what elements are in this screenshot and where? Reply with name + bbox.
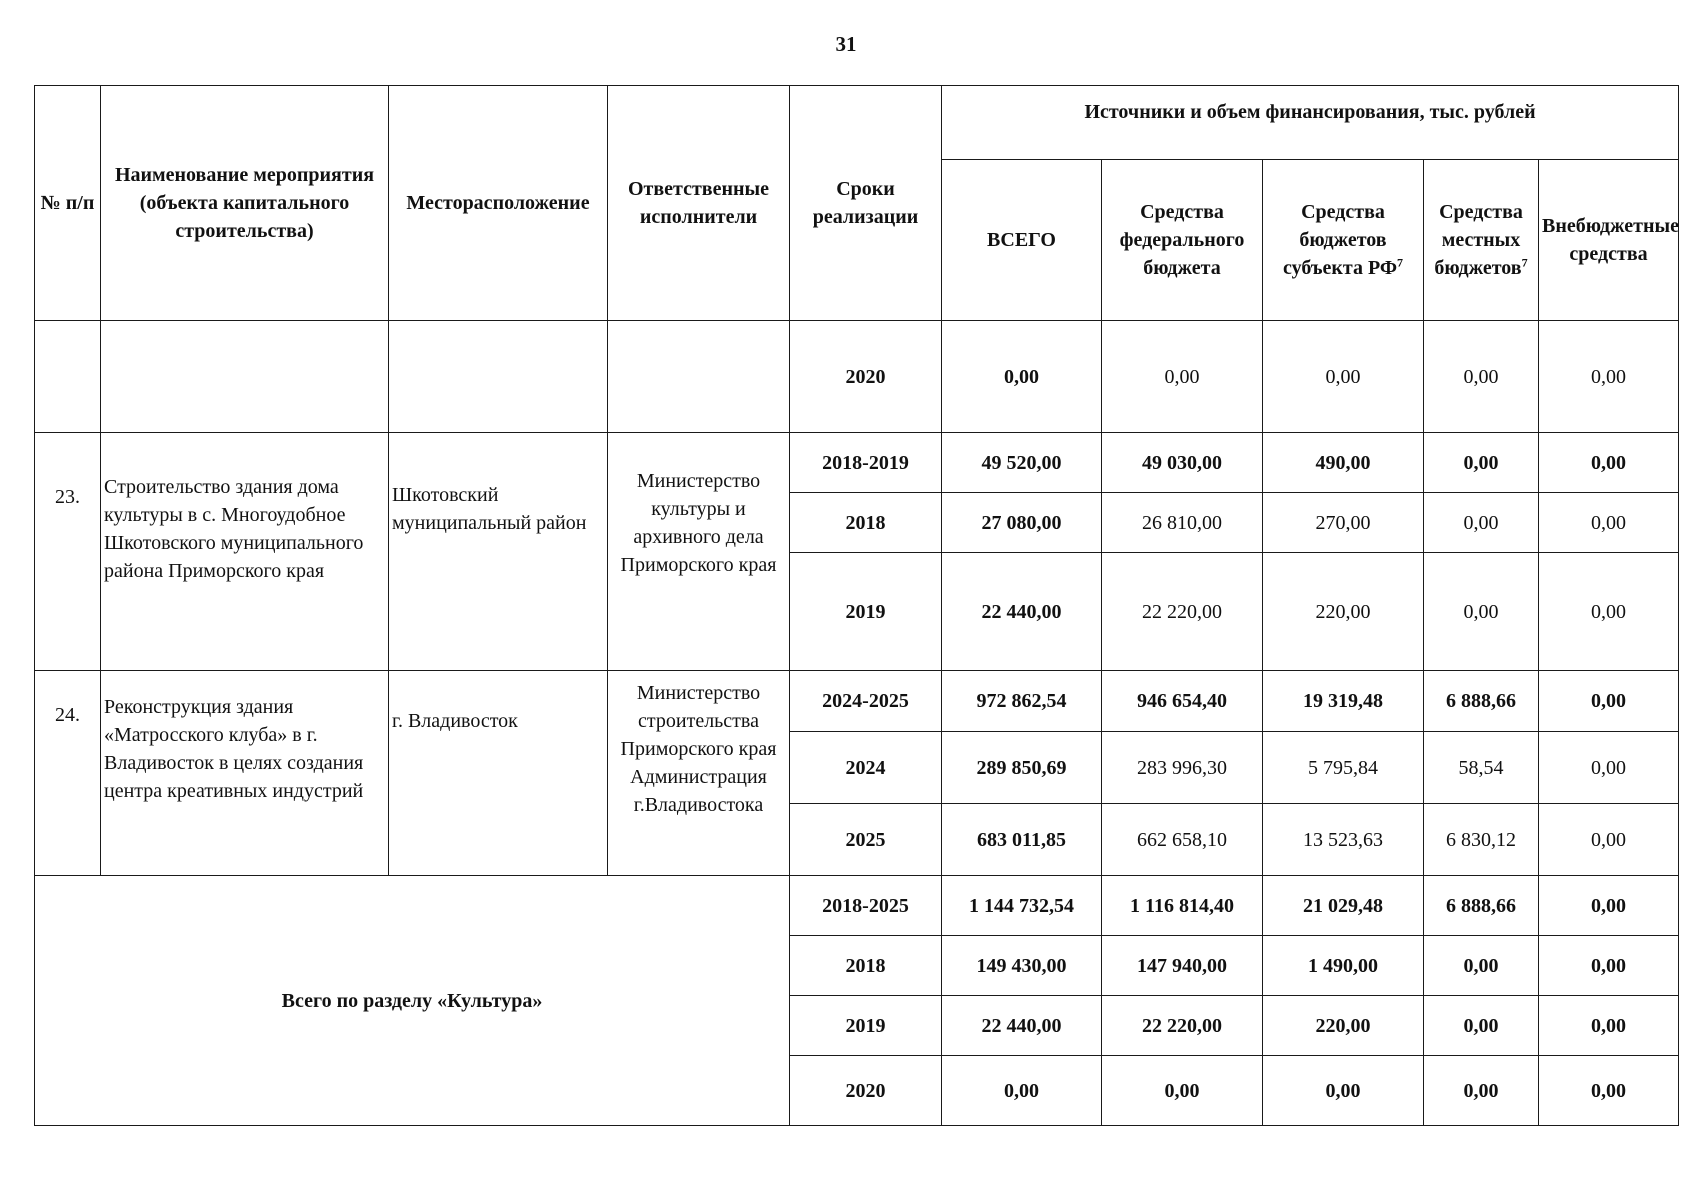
cell-extra: 0,00 [1539, 1056, 1679, 1126]
cell-local: 0,00 [1424, 433, 1539, 493]
cell-subject: 270,00 [1263, 493, 1424, 553]
cell-federal: 283 996,30 [1102, 732, 1263, 804]
cell-extra: 0,00 [1539, 804, 1679, 876]
cell-federal: 1 116 814,40 [1102, 876, 1263, 936]
cell-name: Строительство здания дома культуры в с. Многоудобное Шкотовского муниципального района Приморского края [101, 433, 389, 671]
cell-year: 2019 [790, 553, 942, 671]
cell-local: 6 830,12 [1424, 804, 1539, 876]
cell-extra: 0,00 [1539, 732, 1679, 804]
cell-total: 972 862,54 [942, 671, 1102, 732]
header-responsible: Ответственные исполнители [608, 86, 790, 321]
table-row [35, 876, 1679, 936]
header-subject-label: Средства бюджетов субъекта РФ [1282, 201, 1398, 279]
header-total: ВСЕГО [942, 160, 1102, 321]
section-total-label: Всего по разделу «Культура» [35, 876, 790, 1126]
cell-federal: 147 940,00 [1102, 936, 1263, 996]
cell-subject: 220,00 [1263, 996, 1424, 1056]
cell-responsible: Министерство культуры и архивного дела Приморского края [608, 433, 790, 671]
cell-total: 0,00 [942, 321, 1102, 433]
cell-responsible: Министерство строительства Приморского края Администрация г.Владивостока [608, 671, 790, 876]
cell-federal: 26 810,00 [1102, 493, 1263, 553]
cell-num [35, 321, 101, 433]
cell-total: 22 440,00 [942, 553, 1102, 671]
cell-federal: 946 654,40 [1102, 671, 1263, 732]
cell-year: 2018-2025 [790, 876, 942, 936]
cell-total: 22 440,00 [942, 996, 1102, 1056]
header-num: № п/п [35, 86, 101, 321]
cell-subject: 21 029,48 [1263, 876, 1424, 936]
header-local [1424, 160, 1539, 321]
cell-subject: 13 523,63 [1263, 804, 1424, 876]
cell-year: 2024-2025 [790, 671, 942, 732]
cell-year: 2025 [790, 804, 942, 876]
cell-local: 6 888,66 [1424, 671, 1539, 732]
footnote-mark: 7 [1521, 255, 1528, 270]
cell-name: Реконструкция здания «Матросского клуба» в г. Владивосток в целях создания центра креативных индустрий [101, 671, 389, 876]
cell-year: 2019 [790, 996, 942, 1056]
cell-total: 683 011,85 [942, 804, 1102, 876]
cell-total: 149 430,00 [942, 936, 1102, 996]
cell-year: 2018-2019 [790, 433, 942, 493]
cell-local: 58,54 [1424, 732, 1539, 804]
cell-subject: 490,00 [1263, 433, 1424, 493]
footnote-mark: 7 [1397, 255, 1404, 270]
cell-num: 23. [35, 433, 101, 671]
header-extra: Внебюджетные средства [1539, 160, 1679, 321]
cell-subject: 19 319,48 [1263, 671, 1424, 732]
cell-local: 0,00 [1424, 1056, 1539, 1126]
cell-total: 1 144 732,54 [942, 876, 1102, 936]
cell-responsible [608, 321, 790, 433]
cell-subject: 0,00 [1263, 321, 1424, 433]
financing-table [34, 85, 1679, 1126]
cell-local: 6 888,66 [1424, 876, 1539, 936]
cell-subject: 1 490,00 [1263, 936, 1424, 996]
cell-extra: 0,00 [1539, 433, 1679, 493]
header-period: Сроки реализации [790, 86, 942, 321]
header-row [35, 86, 1679, 160]
header-location: Месторасположение [389, 86, 608, 321]
cell-location: г. Владивосток [389, 671, 608, 876]
header-name: Наименование мероприятия (объекта капитального строительства) [101, 86, 389, 321]
cell-extra: 0,00 [1539, 671, 1679, 732]
cell-subject: 220,00 [1263, 553, 1424, 671]
cell-federal: 22 220,00 [1102, 996, 1263, 1056]
cell-federal: 662 658,10 [1102, 804, 1263, 876]
page-number: 31 [835, 32, 857, 56]
header-local-label: Средства местных бюджетов [1434, 201, 1523, 279]
cell-subject: 5 795,84 [1263, 732, 1424, 804]
cell-year: 2018 [790, 493, 942, 553]
cell-extra: 0,00 [1539, 996, 1679, 1056]
cell-extra: 0,00 [1539, 876, 1679, 936]
cell-extra: 0,00 [1539, 553, 1679, 671]
cell-extra: 0,00 [1539, 493, 1679, 553]
cell-local: 0,00 [1424, 936, 1539, 996]
table-row [35, 433, 1679, 493]
cell-year: 2020 [790, 321, 942, 433]
table-row [35, 321, 1679, 433]
cell-local: 0,00 [1424, 493, 1539, 553]
cell-federal: 0,00 [1102, 1056, 1263, 1126]
cell-location [389, 321, 608, 433]
cell-total: 289 850,69 [942, 732, 1102, 804]
cell-year: 2018 [790, 936, 942, 996]
cell-local: 0,00 [1424, 553, 1539, 671]
cell-name [101, 321, 389, 433]
cell-local: 0,00 [1424, 996, 1539, 1056]
cell-extra: 0,00 [1539, 321, 1679, 433]
cell-subject: 0,00 [1263, 1056, 1424, 1126]
header-subject [1263, 160, 1424, 321]
cell-total: 0,00 [942, 1056, 1102, 1126]
cell-year: 2024 [790, 732, 942, 804]
cell-federal: 22 220,00 [1102, 553, 1263, 671]
header-sources-group: Источники и объем финансирования, тыс. рублей [942, 86, 1679, 160]
cell-federal: 49 030,00 [1102, 433, 1263, 493]
cell-location: Шкотовский муниципальный район [389, 433, 608, 671]
table-row [35, 671, 1679, 732]
cell-year: 2020 [790, 1056, 942, 1126]
cell-total: 49 520,00 [942, 433, 1102, 493]
cell-num: 24. [35, 671, 101, 876]
cell-total: 27 080,00 [942, 493, 1102, 553]
cell-local: 0,00 [1424, 321, 1539, 433]
header-federal: Средства федерального бюджета [1102, 160, 1263, 321]
cell-extra: 0,00 [1539, 936, 1679, 996]
cell-federal: 0,00 [1102, 321, 1263, 433]
